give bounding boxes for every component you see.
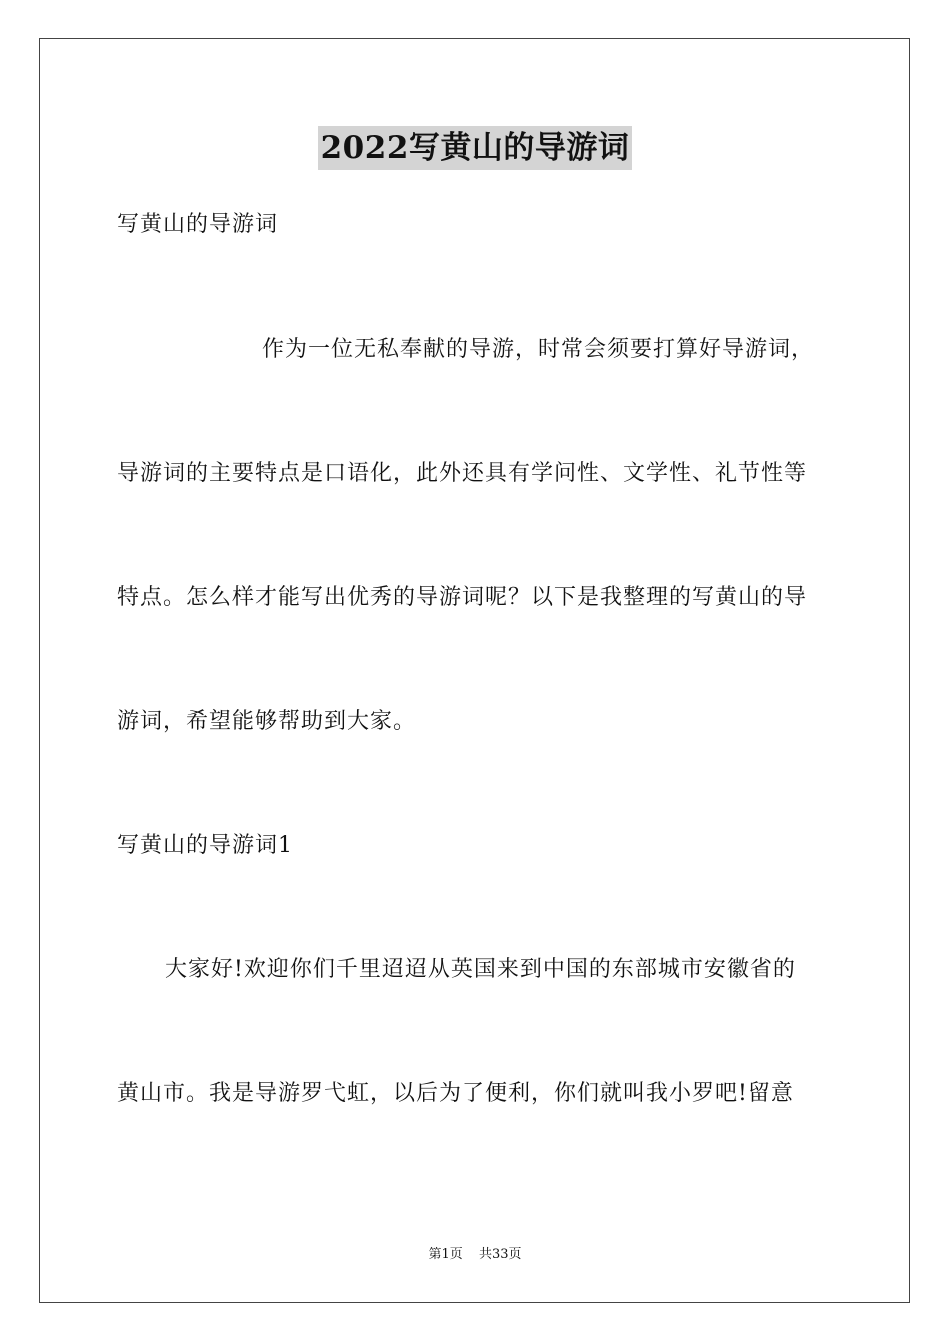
paragraph-line-indented: 作为一位无私奉献的导游，时常会须要打算好导游词，: [262, 337, 815, 362]
page-number-current: 第1页: [428, 1247, 463, 1262]
document-title-text: 2022写黄山的导游词: [318, 126, 633, 170]
page-footer: [0, 1246, 950, 1264]
subtitle-line: 写黄山的导游词: [117, 212, 279, 237]
document-title: [0, 126, 950, 170]
paragraph-line: 黄山市。我是导游罗弋虹，以后为了便利，你们就叫我小罗吧!留意: [117, 1081, 794, 1106]
paragraph-line: 游词，希望能够帮助到大家。: [117, 709, 417, 734]
paragraph-line: 导游词的主要特点是口语化，此外还具有学问性、文学性、礼节性等: [117, 461, 808, 486]
paragraph-line: 特点。怎么样才能写出优秀的导游词呢？以下是我整理的写黄山的导: [117, 585, 808, 610]
page-number-total: 共33页: [478, 1247, 522, 1262]
section-heading: 写黄山的导游词1: [117, 833, 293, 858]
paragraph-line-indented: 大家好!欢迎你们千里迢迢从英国来到中国的东部城市安徽省的: [165, 957, 796, 982]
